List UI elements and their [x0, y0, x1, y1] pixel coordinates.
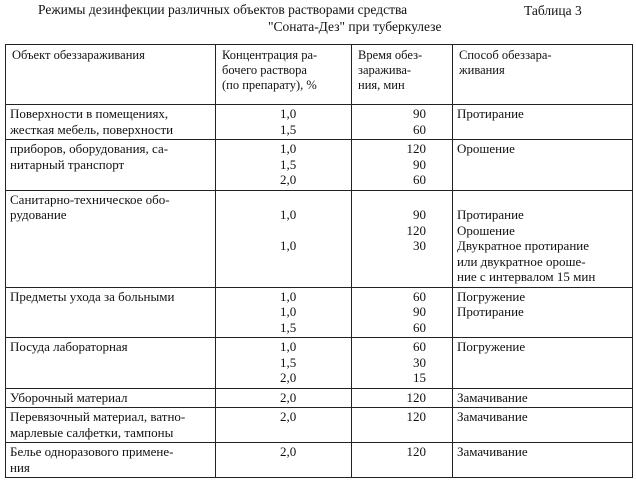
title-line-1: Режимы дезинфекции различных объектов растворами средства: [38, 2, 408, 17]
header-row: [6, 45, 633, 105]
cell-object: Санитарно-техническое обо- рудование: [6, 190, 216, 287]
cell-time: 90 120 30: [352, 190, 453, 287]
cell-method: Орошение: [453, 140, 633, 191]
cell-object: Уборочный материал: [6, 388, 216, 408]
cell-time: 120 90 60: [352, 140, 453, 191]
cell-concentration: 1,0 1,5: [216, 105, 352, 140]
cell-time: 120: [352, 443, 453, 478]
table-row: [6, 408, 633, 443]
table-row: [6, 190, 633, 287]
cell-concentration: 2,0: [216, 408, 352, 443]
cell-concentration: 1,0 1,5 2,0: [216, 140, 352, 191]
cell-concentration: 1,0 1,0 1,5: [216, 287, 352, 338]
cell-time: 60 30 15: [352, 338, 453, 389]
table-row: [6, 443, 633, 478]
cell-method: Погружение Протирание: [453, 287, 633, 338]
table-row: [6, 140, 633, 191]
cell-object: Предметы ухода за больными: [6, 287, 216, 338]
cell-concentration: 2,0: [216, 388, 352, 408]
cell-method: Замачивание: [453, 388, 633, 408]
header-object: Объект обеззараживания: [6, 45, 216, 105]
cell-method: Протирание: [453, 105, 633, 140]
cell-object: Поверхности в помещениях, жесткая мебель, поверхности: [6, 105, 216, 140]
table-row: [6, 338, 633, 389]
cell-concentration: 1,0 1,0: [216, 190, 352, 287]
cell-method: Протирание Орошение Двукратное протирание или двукратное ороше- ние с интервалом 15 мин: [453, 190, 633, 287]
cell-object: приборов, оборудования, са- нитарный транспорт: [6, 140, 216, 191]
cell-time: 90 60: [352, 105, 453, 140]
cell-object: Перевязочный материал, ватно- марлевые салфетки, тампоны: [6, 408, 216, 443]
cell-method: Погружение: [453, 338, 633, 389]
header-method: Способ обеззара- живания: [453, 45, 633, 105]
cell-concentration: 2,0: [216, 443, 352, 478]
header-time: Время обез- заражива- ния, мин: [352, 45, 453, 105]
cell-time: 120: [352, 408, 453, 443]
table-row: [6, 105, 633, 140]
cell-time: 120: [352, 388, 453, 408]
cell-object: Белье одноразового примене- ния: [6, 443, 216, 478]
cell-time: 60 90 60: [352, 287, 453, 338]
cell-method: Замачивание: [453, 408, 633, 443]
cell-method: Замачивание: [453, 443, 633, 478]
disinfection-table: [5, 44, 633, 478]
title-line-2: "Соната-Дез" при туберкулезе: [268, 19, 442, 34]
table-row: [6, 287, 633, 338]
table-row: [6, 388, 633, 408]
table-title: [38, 1, 441, 35]
header-concentration: Концентрация ра- бочего раствора (по препарату), %: [216, 45, 352, 105]
table-number: Таблица 3: [524, 3, 582, 18]
cell-concentration: 1,0 1,5 2,0: [216, 338, 352, 389]
cell-object: Посуда лабораторная: [6, 338, 216, 389]
